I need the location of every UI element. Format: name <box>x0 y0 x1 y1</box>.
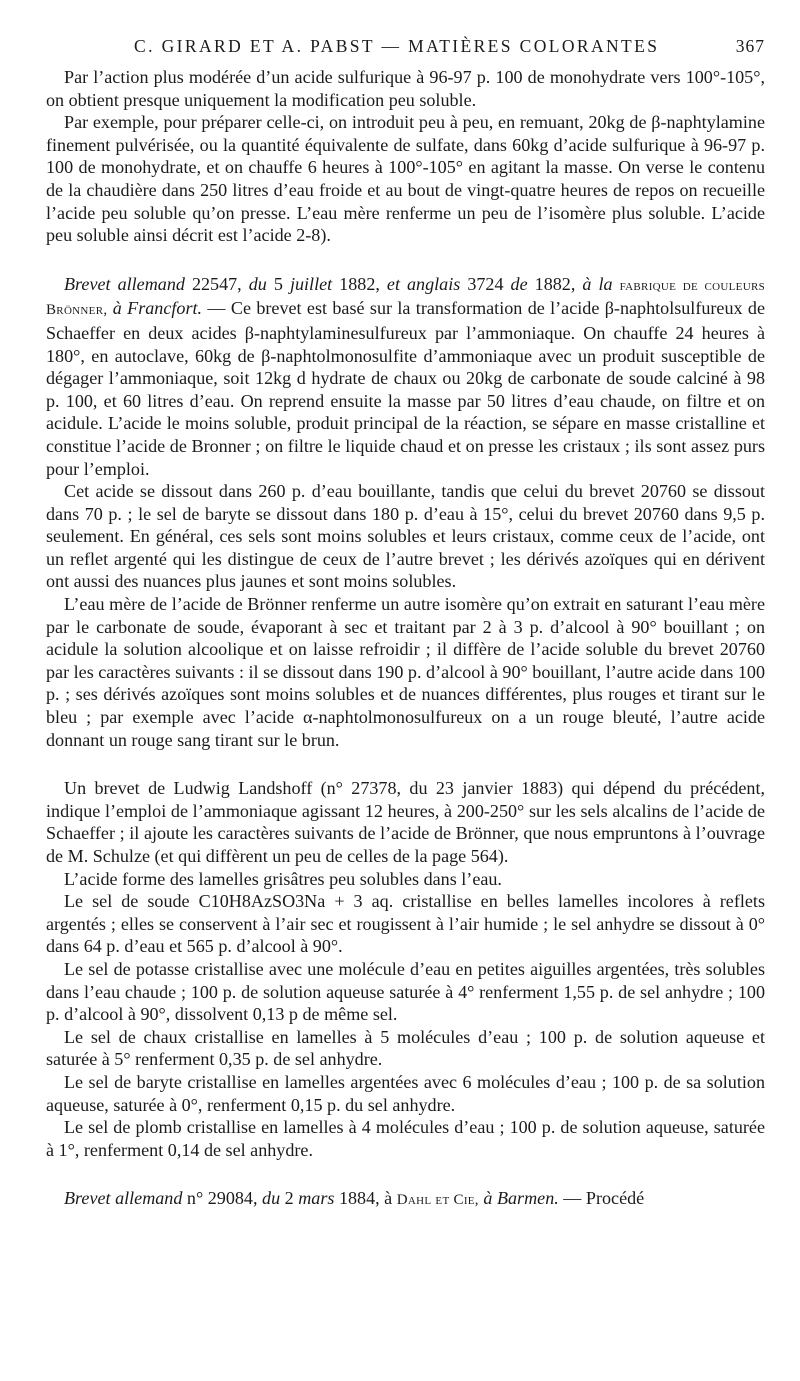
company-name: fabrique de couleurs Brönner, <box>46 277 765 319</box>
page-body <box>46 66 765 1212</box>
running-header <box>46 30 765 66</box>
paragraph-lead-salt: Le sel de plomb cristallise en lamelles à 4 molécules d’eau ; 100 p. de solution aqueuse, saturée à 1°, renferment 0,14 de sel anhydre. <box>46 1117 765 1160</box>
paragraph-sulfuric-action: Par l’action plus modérée d’un acide sulfurique à 96-97 p. 100 de monohydrate vers 100°-105°, on obtient presque uniquement la modification peu soluble. <box>46 67 765 110</box>
paragraph-brevet-bronner: Brevet allemand 22547, du 5 juillet 1882, et anglais 3724 de 1882, à la fabrique de couleurs Brönner, à Francfort. — Ce brevet est basé sur la transformation de l’acide β-naphtolsulfureux de Schaeffer en deux acides β-naphtylaminesulfureux par l’ammoniaque. On chauffe 24 heures à 180°, en autoclave, 60kg de β-naphtolmonosulfite d’ammoniaque avec un produit susceptible de dégager l’ammoniaque, soit 12kg d hydrate de chaux ou 20kg de carbonate de soude calciné à 98 p. 100, et 60 litres d’eau. On reprend ensuite la masse par 50 litres d’eau chaude, on filtre et on acidule. L’acide le moins soluble, produit principal de la réaction, se sépare en masse cristalline et constitue l’acide de Bronner ; on filtre le liquide chaud et on presse les cristaux ; ils sont assez purs pour l’emploi. <box>46 273 766 479</box>
paragraph-soda-salt: Le sel de soude C10H8AzSO3Na + 3 aq. cristallise en belles lamelles incolores à reflets argentés ; elles se conservent à l’air sec et rougissent à l’air humide ; le sel anhydre se dissout à 0° dans 64 p. d’eau et 565 p. d’alcool à 90°. <box>46 891 765 957</box>
company-name-dahl: Dahl et Cie, <box>396 1192 479 1209</box>
page-number: 367 <box>735 36 765 56</box>
brevet-label: Brevet allemand <box>64 273 185 294</box>
paragraph-acid-form: L’acide forme des lamelles grisâtres peu solubles dans l’eau. <box>64 868 502 889</box>
paragraph-potash-salt: Le sel de potasse cristallise avec une molécule d’eau en petites aiguilles argentées, très solubles dans l’eau chaude ; 100 p. de solution aqueuse saturée à 4° renferment 1,55 p. de sel anhydre ; 100 p. d’alcool à 90°, dissolvent 0,13 p de même sel. <box>46 958 765 1025</box>
paragraph-brevet-dahl: Brevet allemand n° 29084, du 2 mars 1884, à Dahl et Cie, à Barmen. — Procédé <box>64 1188 645 1209</box>
paragraph-solubility: Cet acide se dissout dans 260 p. d’eau bouillante, tandis que celui du brevet 20760 se dissout dans 70 p. ; le sel de baryte se dissout dans 180 p. d’eau à 15°, celui du brevet 20760 dans 9,5 p. seulement. En général, ces sels sont moins solubles et leurs cristaux, comme ceux de l’acide, ont un reflet argenté qui les distingue de ceux de l’autre brevet ; les dérivés azoïques qui en dérivent ont aussi des nuances plus jaunes et sont moins solubles. <box>46 481 765 592</box>
paragraph-lime-salt: Le sel de chaux cristallise en lamelles à 5 molécules d’eau ; 100 p. de solution aqueuse et saturée à 5° renferment 0,35 p. de sel anhydre. <box>46 1026 765 1070</box>
paragraph-mother-liquor: L’eau mère de l’acide de Brönner renferme un autre isomère qu’on extrait en saturant l’eau mère par le carbonate de soude, évaporant à sec et traitant par 2 à 3 p. d’alcool à 90° bouillant ; on acidule la solution alcoolique et on laisse refroidir ; il diffère de l’acide soluble du brevet 20760 par les caractères suivants : il se dissout dans 190 p. d’alcool à 90° bouillant, l’autre acide dans 100 p. ; ses dérivés azoïques sont moins solubles et de nuances différentes, plus rouges et tirant sur le bleu ; par exemple avec l’acide α-naphtolmonosulfureux on a un rouge bleuté, l’autre acide donnant un rouge sang tirant sur le brun. <box>46 594 765 750</box>
paragraph-landshoff: Un brevet de Ludwig Landshoff (n° 27378, du 23 janvier 1883) qui dépend du précédent, indique l’emploi de l’ammoniaque agissant 12 heures, à 200-250° sur les sels alcalins de l’acide de Schaeffer ; il ajoute les caractères suivants de l’acide de Brönner, que nous empruntons à l’ouvrage de M. Schulze (et qui diffèrent un peu de celles de la page 564). <box>46 778 765 866</box>
paragraph-baryte-salt: Le sel de baryte cristallise en lamelles argentées avec 6 molécules d’eau ; 100 p. de sa solution aqueuse, saturée à 0°, renferment 0,15 p. du sel anhydre. <box>46 1071 765 1115</box>
running-title: C. GIRARD ET A. PABST — MATIÈRES COLORANTES <box>134 36 660 56</box>
paragraph-preparation: Par exemple, pour préparer celle-ci, on introduit peu à peu, en remuant, 20kg de β-naphtylamine finement pulvérisée, ou la quantité équivalente de sulfate, dans 60kg d’acide sulfurique à 96-97 p. 100 de monohydrate, et on chauffe 6 heures à 100°-105° en agitant la masse. On verse le contenu de la chaudière dans 250 litres d’eau froide et au bout de vingt-quatre heures de repos on recueille l’acide peu soluble qu’on presse. L’eau mère renferme un peu de l’isomère plus soluble. L’acide peu soluble ainsi décrit est l’acide 2-8). <box>46 112 765 246</box>
